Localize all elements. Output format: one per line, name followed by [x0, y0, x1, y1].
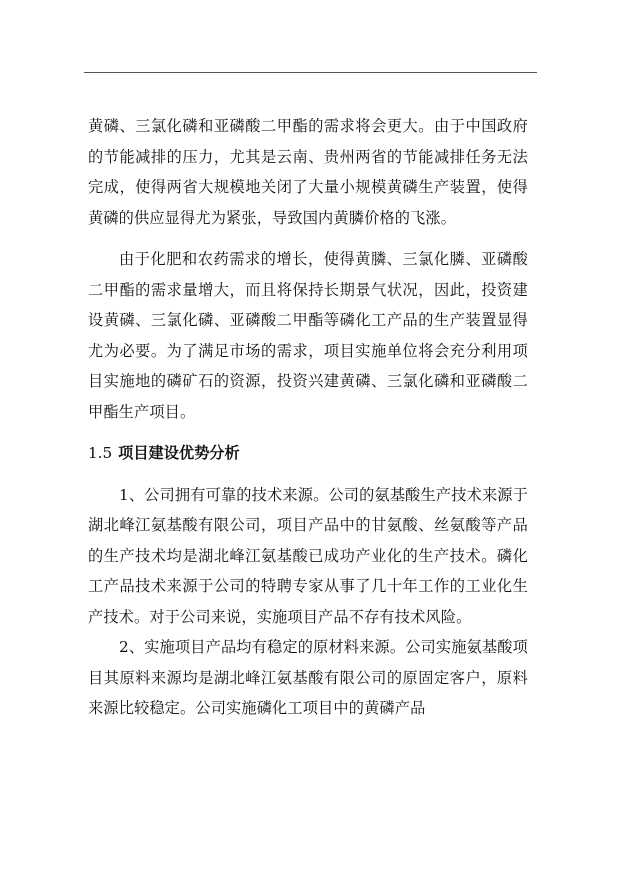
- paragraph-demand-growth: 由于化肥和农药需求的增长，使得黄膦、三氯化膦、亚磷酸二甲酯的需求量增大，而且将保持长期景气状况，因此，投资建设黄磷、三氯化磷、亚磷酸二甲酯等磷化工产品的生产装置显得尤为必要。为了满足市场的需求，项目实施单位将会充分利用项目实施地的磷矿石的资源，投资兴建黄磷、三氯化磷和亚磷酸二甲酯生产项目。: [88, 250, 528, 421]
- document-body: [88, 111, 528, 724]
- paragraph-continuation: 黄磷、三氯化磷和亚磷酸二甲酯的需求将会更大。由于中国政府的节能减排的压力，尤其是云南、贵州两省的节能减排任务无法完成，使得两省大规模地关闭了大量小规模黄磷生产装置，使得黄磷的供应显得尤为紧张，导致国内黄膦价格的飞涨。: [88, 117, 528, 227]
- header-divider: [84, 72, 537, 73]
- section-title: 项目建设优势分析: [118, 444, 240, 462]
- section-number: 1.5: [88, 444, 113, 462]
- list-item-technology-source: 1、公司拥有可靠的技术来源。公司的氨基酸生产技术来源于湖北峰江氨基酸有限公司，项目产品中的甘氨酸、丝氨酸等产品的生产技术均是湖北峰江氨基酸已成功产业化的生产技术。磷化工产品技术来源于公司的特聘专家从事了几十年工作的工业化生产技术。对于公司来说，实施项目产品不存有技术风险。: [88, 485, 528, 626]
- section-heading: [88, 438, 528, 469]
- list-item-raw-material-source: 2、实施项目产品均有稳定的原材料来源。公司实施氨基酸项目其原料来源均是湖北峰江氨基酸有限公司的原固定客户，原料来源比较稳定。公司实施磷化工项目中的黄磷产品: [88, 638, 528, 717]
